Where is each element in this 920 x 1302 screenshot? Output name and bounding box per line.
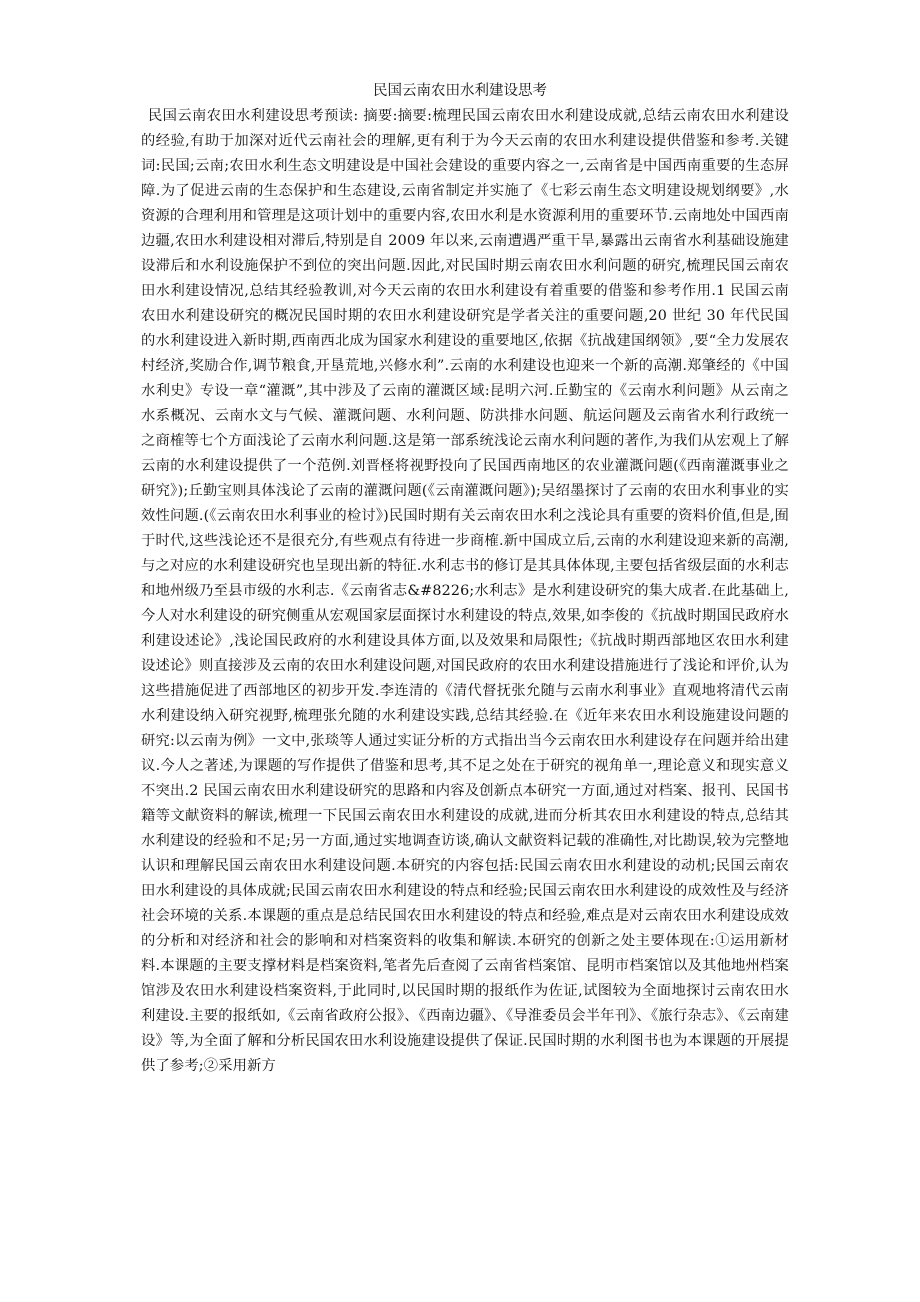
document-title: 民国云南农田水利建设思考	[373, 83, 547, 99]
document-body-paragraph: 民国云南农田水利建设思考预读: 摘要:摘要:梳理民国云南农田水利建设成就,总结云南农田水利建设的经验,有助于加深对近代云南社会的理解,更有利于为今天云南的农田水利建设提供借鉴和参考.关键词:民国;云南;农田水利生态文明建设是中国社会建设的重要内容之一,云南省是中国西南重要的生态屏障.为了促进云南的生态保护和生态建设,云南省制定并实施了《七彩云南生态文明建设规划纲要》,水资源的合理利用和管理是这项计划中的重要内容,农田水利是水资源利用的重要环节.云南地处中国西南边疆,农田水利建设相对滞后,特别是自 2009 年以来,云南遭遇严重干旱,暴露出云南省水利基础设施建设滞后和水利设施保护不到位的突出问题.因此,对民国时期云南农田水利问题的研究,梳理民国云南农田水利建设情况,总结其经验教训,对今天云南的农田水利建设有着重要的借鉴和参考作用.1 民国云南农田水利建设研究的概况民国时期的农田水利建设研究是学者关注的重要问题,20 世纪 30 年代民国的水利建设进入新时期,西南西北成为国家水利建设的重要地区,依据《抗战建国纲领》,要“全力发展农村经济,奖励合作,调节粮食,开垦荒地,兴修水利”.云南的水利建设也迎来一个新的高潮.郑肇经的《中国水利史》专设一章“灌溉”,其中涉及了云南的灌溉区域:昆明六河.丘勤宝的《云南水利问题》从云南之水系概况、云南水文与气候、灌溉问题、水利问题、防洪排水问题、航运问题及云南省水利行政统一之商榷等七个方面浅论了云南水利问题.这是第一部系统浅论云南水利问题的著作,为我们从宏观上了解云南的水利建设提供了一个范例.刘晋柽将视野投向了民国西南地区的农业灌溉问题(《西南灌溉事业之研究》);丘勤宝则具体浅论了云南的灌溉问题(《云南灌溉问题》);吴绍墨探讨了云南的农田水利事业的实效性问题.(《云南农田水利事业的检讨》)民国时期有关云南农田水利之浅论具有重要的资料价值,但是,囿于时代,这些浅论还不是很充分,有些观点有待进一步商榷.新中国成立后,云南的水利建设迎来新的高潮,与之对应的水利建设研究也呈现出新的特征.水利志书的修订是其具体体现,主要包括省级层面的水利志和地州级乃至县市级的水利志.《云南省志&#8226;水利志》是水利建设研究的集大成者.在此基础上,今人对水利建设的研究侧重从宏观国家层面探讨水利建设的特点,效果,如李俊的《抗战时期国民政府水利建设述论》,浅论国民政府的水利建设具体方面,以及效果和局限性;《抗战时期西部地区农田水利建设述论》则直接涉及云南的农田水利建设问题,对国民政府的农田水利建设措施进行了浅论和评价,认为这些措施促进了西部地区的初步开发.李连清的《清代督抚张允随与云南水利事业》直观地将清代云南水利建设纳入研究视野,梳理张允随的水利建设实践,总结其经验.在《近年来农田水利设施建设问题的研究:以云南为例》一文中,张琰等人通过实证分析的方式指出当今云南农田水利建设存在问题并给出建议.今人之著述,为课题的写作提供了借鉴和思考,其不足之处在于研究的视角单一,理论意义和现实意义不突出.2 民国云南农田水利建设研究的思路和内容及创新点本研究一方面,通过对档案、报刊、民国书籍等文献资料的解读,梳理一下民国云南农田水利建设的成就,进而分析其农田水利建设的特点,总结其水利建设的经验和不足;另一方面,通过实地调查访谈,确认文献资料记载的准确性,对比勘误,较为完整地认识和理解民国云南农田水利建设问题.本研究的内容包括:民国云南农田水利建设的动机;民国云南农田水利建设的具体成就;民国云南农田水利建设的特点和经验;民国云南农田水利建设的成效性及与经济社会环境的关系.本课题的重点是总结民国农田水利建设的特点和经验,难点是对云南农田水利建设成效的分析和对经济和社会的影响和对档案资料的收集和解读.本研究的创新之处主要体现在:①运用新材料.本课题的主要支撑材料是档案资料,笔者先后查阅了云南省档案馆、昆明市档案馆以及其他地州档案馆涉及农田水利建设档案资料,于此同时,以民国时期的报纸作为佐证,试图较为全面地探讨云南农田水利建设.主要的报纸如,《云南省政府公报》、《西南边疆》、《导淮委员会半年刊》、《旅行杂志》、《云南建设》等,为全面了解和分析民国农田水利设施建设提供了保证.民国时期的水利图书也为本课题的开展提供了参考;②采用新方	[141, 108, 789, 1074]
